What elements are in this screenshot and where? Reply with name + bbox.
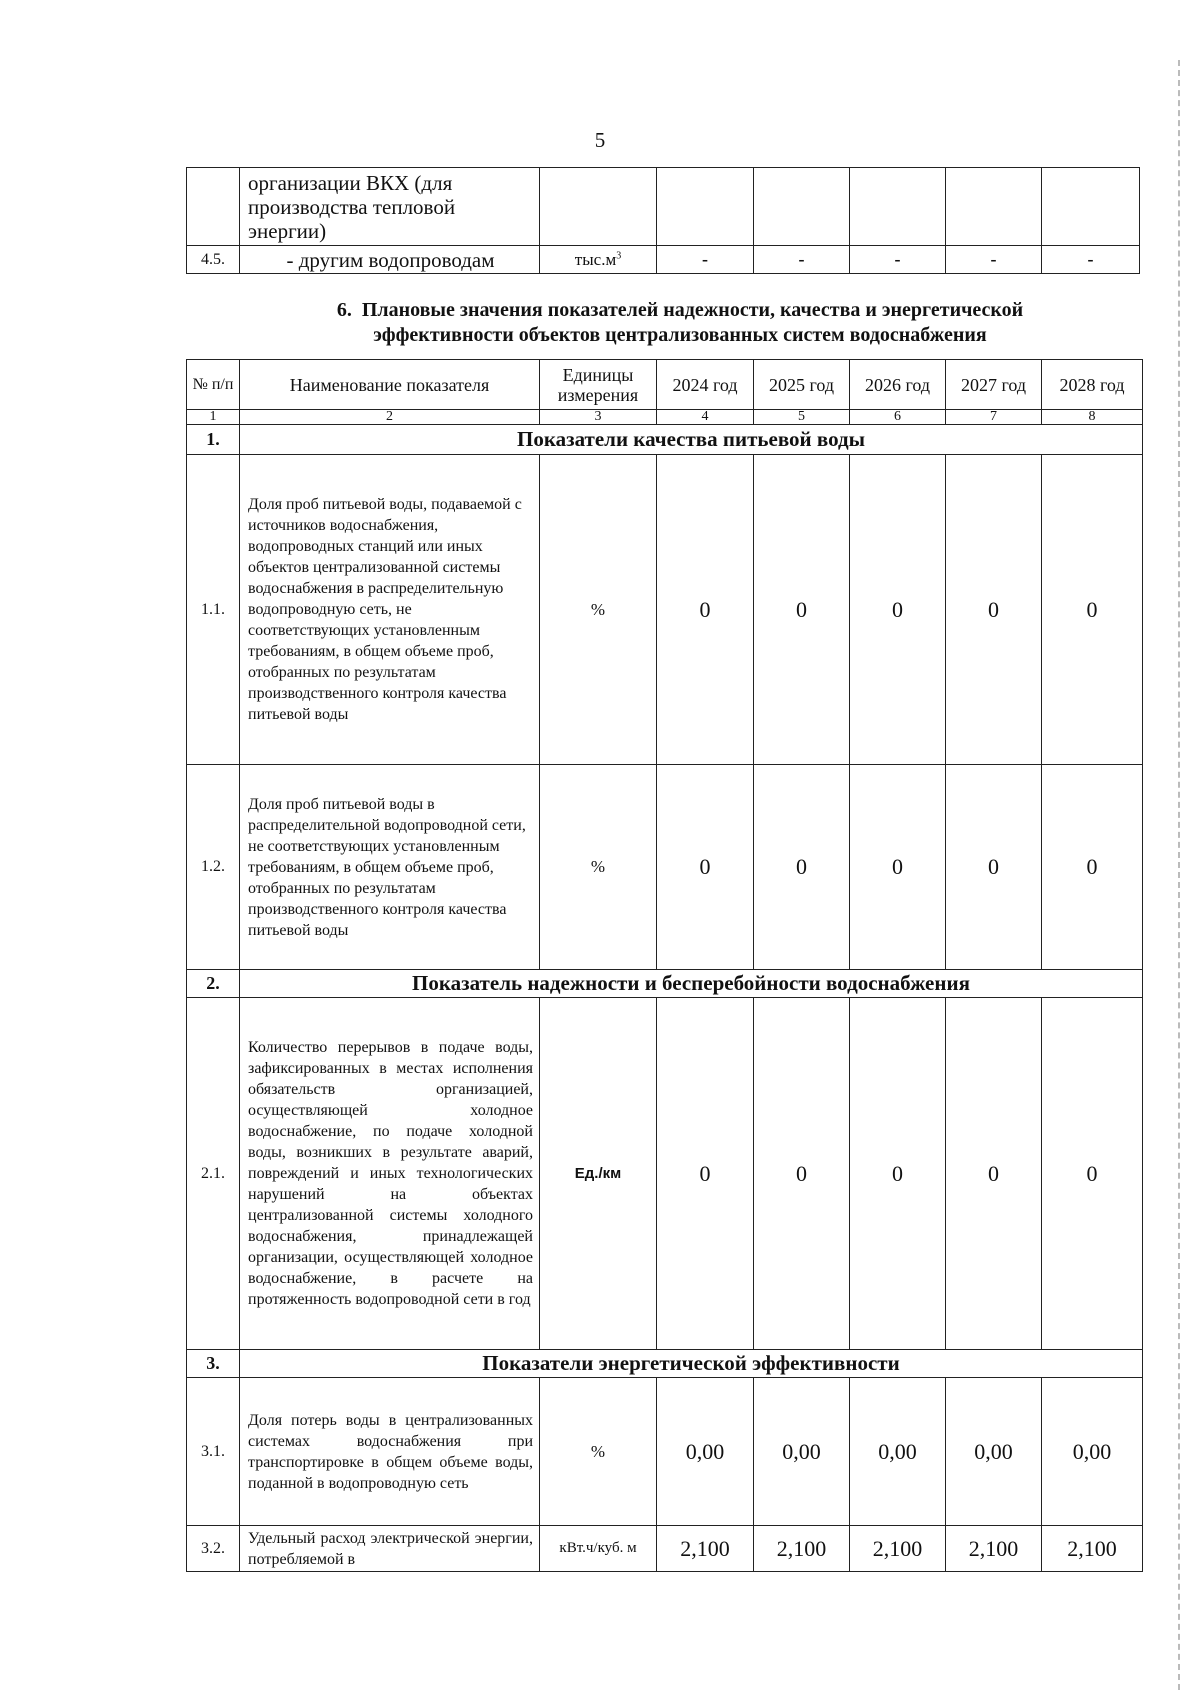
header-year-2028: 2028 год	[1042, 360, 1143, 410]
column-number-row	[187, 410, 1143, 425]
value-2026: 2,100	[850, 1526, 946, 1572]
row-number: 3.2.	[187, 1526, 240, 1572]
header-year-2026: 2026 год	[850, 360, 946, 410]
column-number: 5	[754, 410, 850, 425]
section-number: 1.	[187, 425, 240, 455]
header-number: № п/п	[187, 360, 240, 410]
value-2025: 0	[754, 765, 850, 970]
value-2026: 0	[850, 998, 946, 1350]
indicator-name: организации ВКХ (для производства тепловой энергии)	[240, 168, 540, 246]
column-number: 4	[657, 410, 754, 425]
unit-cell: кВт.ч/куб. м	[540, 1526, 657, 1572]
row-number: 3.1.	[187, 1378, 240, 1526]
value-2026: 0	[850, 455, 946, 765]
section-row	[187, 425, 1143, 455]
value-2025: 2,100	[754, 1526, 850, 1572]
value-2025: -	[754, 246, 850, 274]
value-2028	[1042, 168, 1140, 246]
column-number: 1	[187, 410, 240, 425]
scan-edge-artifact	[1178, 60, 1182, 1690]
unit-cell: %	[540, 765, 657, 970]
heading-line-2: эффективности объектов централизованных систем водоснабжения	[373, 324, 987, 346]
continuation-table	[186, 167, 1140, 274]
table-row	[187, 998, 1143, 1350]
row-number: 4.5.	[187, 246, 240, 274]
value-2026: -	[850, 246, 946, 274]
section-number: 2.	[187, 970, 240, 998]
heading-number: 6.	[336, 299, 352, 321]
unit-cell: Ед./км	[540, 998, 657, 1350]
row-number: 1.2.	[187, 765, 240, 970]
column-number: 2	[240, 410, 540, 425]
value-2024: 0	[657, 455, 754, 765]
value-2024	[657, 168, 754, 246]
section-title: Показатели качества питьевой воды	[240, 425, 1143, 455]
unit-cell	[540, 168, 657, 246]
unit-text: тыс.м	[574, 249, 617, 269]
table-row	[187, 168, 1140, 246]
indicator-name: Удельный расход электрической энергии, потребляемой в	[240, 1526, 540, 1572]
value-2028: 0	[1042, 765, 1143, 970]
column-number: 6	[850, 410, 946, 425]
value-2026: 0	[850, 765, 946, 970]
value-2027: 0	[946, 455, 1042, 765]
page-number: 5	[594, 128, 606, 152]
value-2024: 2,100	[657, 1526, 754, 1572]
value-2025: 0	[754, 998, 850, 1350]
indicator-name: - другим водопроводам	[240, 246, 540, 274]
header-year-2024: 2024 год	[657, 360, 754, 410]
value-2027: 0,00	[946, 1378, 1042, 1526]
section-number: 3.	[187, 1350, 240, 1378]
value-2024: 0	[657, 998, 754, 1350]
value-2028: 0	[1042, 455, 1143, 765]
table-row	[187, 1378, 1143, 1526]
value-2024: 0,00	[657, 1378, 754, 1526]
table-header-row	[187, 360, 1143, 410]
value-2028: 0	[1042, 998, 1143, 1350]
value-2028: -	[1042, 246, 1140, 274]
heading-line-1	[200, 298, 1160, 323]
unit-cell: %	[540, 455, 657, 765]
table-row	[187, 455, 1143, 765]
section-title: Показатели энергетической эффективности	[240, 1350, 1143, 1378]
value-2025	[754, 168, 850, 246]
table-row	[187, 1526, 1143, 1572]
indicator-name: Доля проб питьевой воды в распределительной водопроводной сети, не соответствующих установленным требованиям, в общем объеме проб, отобранных по результатам производственного контроля качества питьевой воды	[240, 765, 540, 970]
column-number: 7	[946, 410, 1042, 425]
unit-superscript: 3	[616, 249, 622, 261]
heading-text-1: Плановые значения показателей надежности, качества и энергетической	[361, 299, 1024, 321]
header-year-2027: 2027 год	[946, 360, 1042, 410]
value-2025: 0,00	[754, 1378, 850, 1526]
header-year-2025: 2025 год	[754, 360, 850, 410]
row-number	[187, 168, 240, 246]
table-row	[187, 246, 1140, 274]
value-2027: 0	[946, 765, 1042, 970]
value-2024: 0	[657, 765, 754, 970]
column-number: 3	[540, 410, 657, 425]
value-2026	[850, 168, 946, 246]
section-heading	[200, 298, 1160, 348]
value-2028: 2,100	[1042, 1526, 1143, 1572]
section-row	[187, 1350, 1143, 1378]
value-2027: 0	[946, 998, 1042, 1350]
unit-cell: %	[540, 1378, 657, 1526]
table-row	[187, 765, 1143, 970]
value-2027: 2,100	[946, 1526, 1042, 1572]
indicator-name: Доля потерь воды в централизованных системах водоснабжения при транспортировке в общем объеме воды, поданной в водопроводную сеть	[240, 1378, 540, 1526]
header-unit: Единицы измерения	[540, 360, 657, 410]
value-2024: -	[657, 246, 754, 274]
indicators-table	[186, 359, 1143, 1572]
value-2025: 0	[754, 455, 850, 765]
row-number: 2.1.	[187, 998, 240, 1350]
section-title: Показатель надежности и бесперебойности водоснабжения	[240, 970, 1143, 998]
value-2027	[946, 168, 1042, 246]
unit-cell	[540, 246, 657, 274]
header-name: Наименование показателя	[240, 360, 540, 410]
indicator-name: Количество перерывов в подаче воды, зафиксированных в местах исполнения обязательств организацией, осуществляющей холодное водоснабжение, по подаче холодной воды, возникших в результате аварий, повреждений и иных технологических нарушений на объектах централизованной системы холодного водоснабжения, принадлежащей организации, осуществляющей холодное водоснабжение, в расчете на протяженность водопроводной сети в год	[240, 998, 540, 1350]
value-2026: 0,00	[850, 1378, 946, 1526]
value-2028: 0,00	[1042, 1378, 1143, 1526]
row-number: 1.1.	[187, 455, 240, 765]
column-number: 8	[1042, 410, 1143, 425]
value-2027: -	[946, 246, 1042, 274]
indicator-name: Доля проб питьевой воды, подаваемой с источников водоснабжения, водопроводных станций или иных объектов централизованной системы водоснабжения в распределительную водопроводную сеть, не соответствующих установленным требованиям, в общем объеме проб, отобранных по результатам производственного контроля качества питьевой воды	[240, 455, 540, 765]
section-row	[187, 970, 1143, 998]
